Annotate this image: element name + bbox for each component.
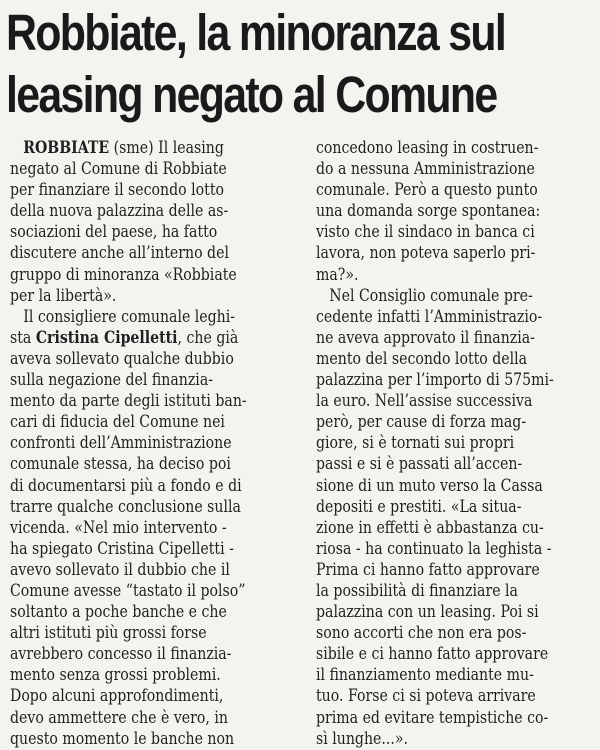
text-line: devo ammettere che è vero, in bbox=[10, 707, 228, 728]
text-line: per finanziare il secondo lotto bbox=[10, 180, 224, 201]
person-name: Cristina Cipelletti bbox=[35, 327, 178, 348]
text-line: palazzina con un leasing. Poi si bbox=[316, 602, 539, 623]
text-line: avrebbero concesso il finanzia- bbox=[10, 644, 232, 665]
text-line: di documentarsi più a fondo e di bbox=[10, 475, 242, 496]
text-line: do a nessuna Amministrazione bbox=[316, 159, 535, 180]
text-line: palazzina per l’importo di 575mi- bbox=[316, 370, 554, 391]
text-line: giore, si è tornati sui propri bbox=[316, 433, 515, 454]
text-line: mento da parte degli istituti ban- bbox=[10, 391, 247, 412]
text-line: la possibilità di finanziare la bbox=[316, 580, 518, 601]
text-line: concedono leasing in costruen- bbox=[316, 138, 539, 158]
text-line: avevo sollevato il dubbio che il bbox=[10, 559, 230, 580]
paragraph-2-name-line: sta Cristina Cipelletti, che già bbox=[10, 327, 239, 348]
lead-line bbox=[10, 138, 247, 159]
article-column-right bbox=[316, 138, 597, 750]
text-line: sibile e ci hanno fatto approvare bbox=[316, 644, 549, 665]
paragraph-2-first-line: Il consigliere comunale leghi- bbox=[23, 306, 236, 327]
text-line: passi e si è passati all’accen- bbox=[316, 454, 523, 475]
text-line: Prima ci hanno fatto approvare bbox=[316, 559, 540, 580]
text-line: cari di fiducia del Comune nei bbox=[10, 412, 225, 433]
text-line: mento del secondo lotto della bbox=[316, 348, 528, 369]
lead-text: Il leasing bbox=[153, 138, 224, 158]
text-line: cedente infatti l’Amministrazio- bbox=[316, 306, 543, 327]
text-line: altri istituti più grossi forse bbox=[10, 623, 207, 644]
text-line: negato al Comune di Robbiate bbox=[10, 159, 227, 180]
text-line: della nuova palazzina delle as- bbox=[10, 201, 229, 222]
text-line: discutere anche all’interno del bbox=[10, 243, 229, 264]
text-line: tuo. Forse ci si poteva arrivare bbox=[316, 686, 536, 707]
text-line: ne aveva approvato il finanzia- bbox=[316, 327, 535, 348]
article-headline bbox=[6, 2, 506, 126]
text-line: zione in effetti è abbastanza cu- bbox=[316, 517, 544, 538]
text-line: sì lunghe...». bbox=[316, 728, 408, 749]
text-line: ma?». bbox=[316, 264, 359, 285]
text-line: comunale stessa, ha deciso poi bbox=[10, 454, 231, 475]
text-line: sulla negazione del finanzia- bbox=[10, 370, 214, 391]
text-line: visto che il sindaco in banca ci bbox=[316, 222, 535, 243]
text-line: sociazioni del paese, ha fatto bbox=[10, 222, 218, 243]
text-line: confronti dell’Amministrazione bbox=[10, 433, 232, 454]
text-line: sono accorti che non era pos- bbox=[316, 623, 527, 644]
text-line: gruppo di minoranza «Robbiate bbox=[10, 264, 237, 285]
text-line: depositi e prestiti. «La situa- bbox=[316, 496, 522, 517]
text-line: aveva sollevato qualche dubbio bbox=[10, 348, 234, 369]
text-line: vicenda. «Nel mio intervento - bbox=[10, 517, 227, 538]
text-line: questo momento le banche non bbox=[10, 728, 235, 749]
text-line: per la libertà». bbox=[10, 285, 117, 306]
paragraph-3-first-line: Nel Consiglio comunale pre- bbox=[329, 285, 533, 306]
text-line: Comune avesse “tastato il polso” bbox=[10, 580, 246, 601]
text-line: prima ed evitare tempistiche co- bbox=[316, 707, 549, 728]
text-line: ha spiegato Cristina Cipelletti - bbox=[10, 538, 234, 559]
dateline-author: (sme) bbox=[113, 138, 154, 158]
text-line: soltanto a poche banche e che bbox=[10, 602, 227, 623]
article-column-left bbox=[10, 138, 295, 750]
text-line: mento senza grossi problemi. bbox=[10, 665, 221, 686]
text-line: Dopo alcuni approfondimenti, bbox=[10, 686, 224, 707]
text-line: il finanziamento mediante mu- bbox=[316, 665, 534, 686]
text-line: la euro. Nell’assise successiva bbox=[316, 391, 533, 412]
text-line: sione di un muto verso la Cassa bbox=[316, 475, 543, 496]
text-line: una domanda sorge spontanea: bbox=[316, 201, 541, 222]
text-line: comunale. Però a questo punto bbox=[316, 180, 538, 201]
dateline-place: ROBBIATE bbox=[23, 138, 110, 158]
headline-line-2: leasing negato al Comune bbox=[6, 66, 497, 123]
text-line: trarre qualche conclusione sulla bbox=[10, 496, 241, 517]
text-line: riosa - ha continuato la leghista - bbox=[316, 538, 552, 559]
text-line: però, per cause di forza mag- bbox=[316, 412, 527, 433]
headline-line-1: Robbiate, la minoranza sul bbox=[6, 4, 506, 61]
text-line: lavora, non poteva saperlo pri- bbox=[316, 243, 536, 264]
